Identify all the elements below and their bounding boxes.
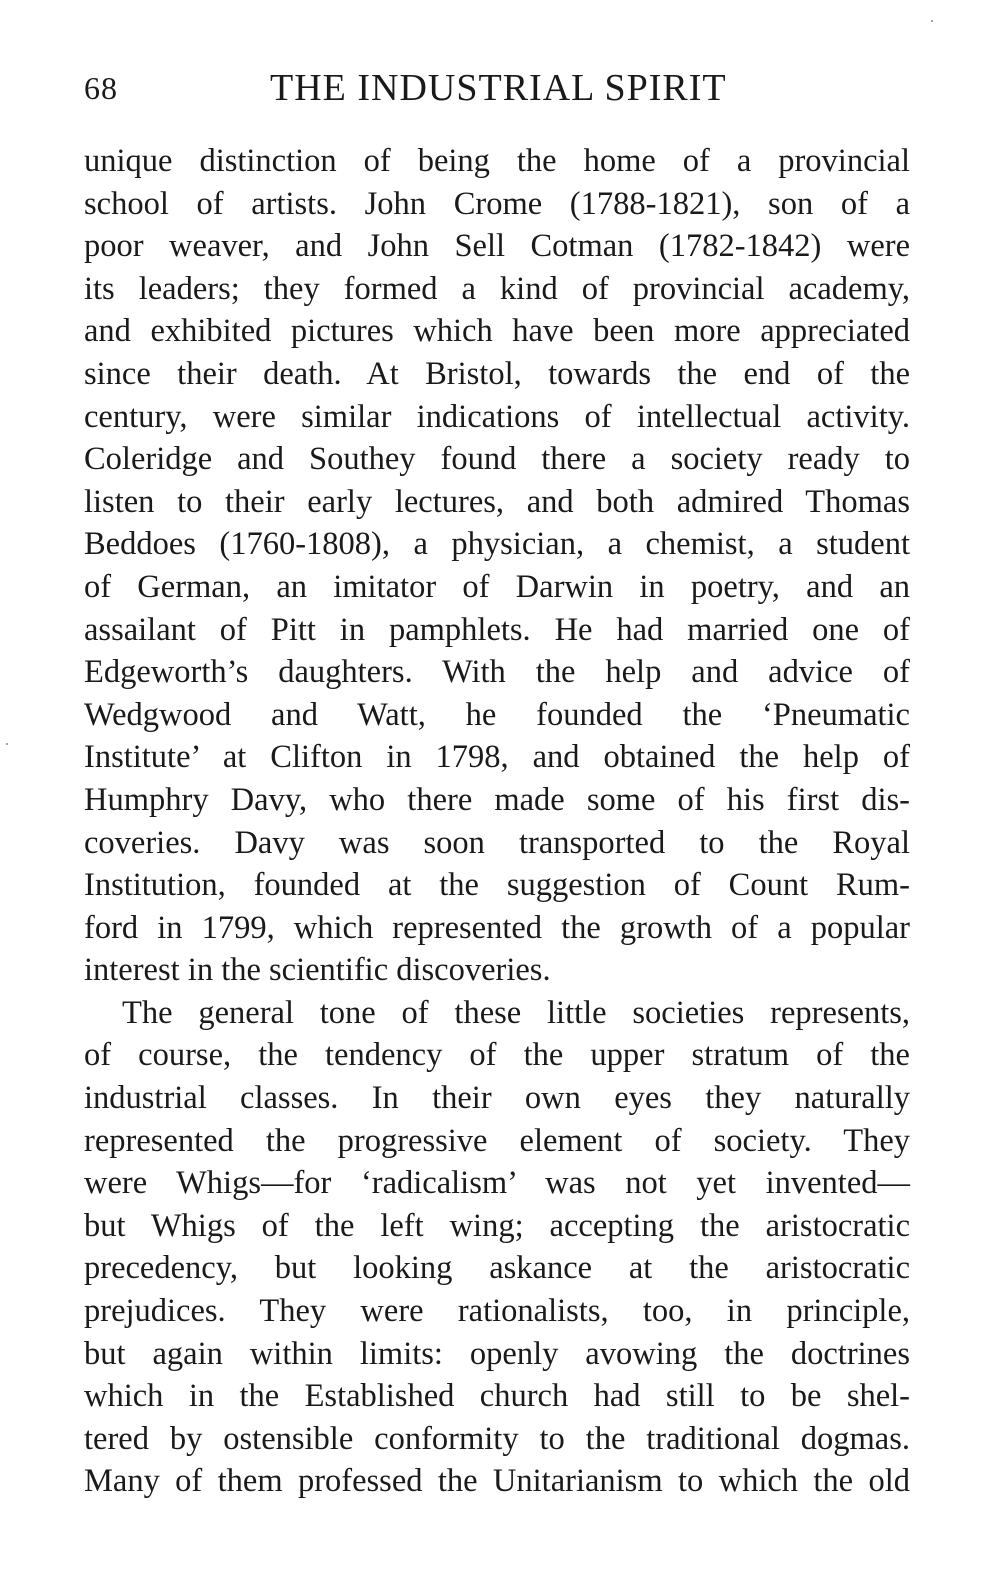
text-line: Many of them professed the Unitarianism to which the old	[84, 1463, 910, 1500]
text-line: which in the Established church had still to be shel-	[84, 1378, 910, 1415]
text-line: Wedgwood and Watt, he founded the ‘Pneumatic	[84, 696, 910, 733]
paragraph-2	[84, 992, 910, 1503]
text-line: The general tone of these little societies represents,	[122, 994, 910, 1031]
text-line: but Whigs of the left wing; accepting the aristocratic	[84, 1207, 910, 1244]
text-line: coveries. Davy was soon transported to the Royal	[84, 824, 910, 861]
text-line: prejudices. They were rationalists, too, in principle,	[84, 1293, 910, 1330]
text-line: school of artists. John Crome (1788-1821), son of a	[84, 185, 910, 222]
text-line: its leaders; they formed a kind of provincial academy,	[84, 270, 910, 307]
text-line: represented the progressive element of society. They	[84, 1122, 910, 1159]
running-title: THE INDUSTRIAL SPIRIT	[270, 67, 727, 109]
text-line: Edgeworth’s daughters. With the help and advice of	[84, 654, 910, 691]
text-line: Coleridge and Southey found there a society ready to	[84, 441, 910, 478]
text-line: assailant of Pitt in pamphlets. He had married one of	[84, 611, 910, 648]
scan-speck	[931, 20, 933, 22]
text-line: poor weaver, and John Sell Cotman (1782-1842) were	[84, 228, 910, 265]
text-line: century, were similar indications of intellectual activity.	[84, 398, 910, 435]
text-line: listen to their early lectures, and both admired Thomas	[84, 483, 910, 520]
text-line: unique distinction of being the home of a provincial	[84, 143, 910, 179]
text-line: precedency, but looking askance at the aristocratic	[84, 1250, 910, 1287]
text-line: interest in the scientific discoveries.	[84, 952, 551, 989]
text-line: but again within limits: openly avowing the doctrines	[84, 1335, 910, 1372]
text-line: Institute’ at Clifton in 1798, and obtained the help of	[84, 739, 910, 776]
scan-speck	[6, 743, 8, 745]
body-text	[84, 140, 910, 1503]
text-line: industrial classes. In their own eyes they naturally	[84, 1080, 910, 1117]
text-line: and exhibited pictures which have been more appreciated	[84, 313, 910, 350]
text-line: of German, an imitator of Darwin in poetry, and an	[84, 568, 910, 605]
page-number: 68	[84, 70, 118, 106]
text-line: ford in 1799, which represented the growth of a popular	[84, 909, 910, 946]
text-line: of course, the tendency of the upper stratum of the	[84, 1037, 910, 1074]
text-line: Humphry Davy, who there made some of his first dis-	[84, 781, 910, 818]
text-line: since their death. At Bristol, towards the end of the	[84, 355, 910, 392]
text-line: were Whigs—for ‘radicalism’ was not yet invented—	[84, 1165, 910, 1202]
running-head	[84, 66, 914, 116]
text-line: Beddoes (1760-1808), a physician, a chemist, a student	[84, 526, 910, 563]
text-line: Institution, founded at the suggestion of Count Rum-	[84, 867, 910, 904]
text-line: tered by ostensible conformity to the traditional dogmas.	[84, 1420, 910, 1457]
paragraph-1	[84, 140, 910, 992]
